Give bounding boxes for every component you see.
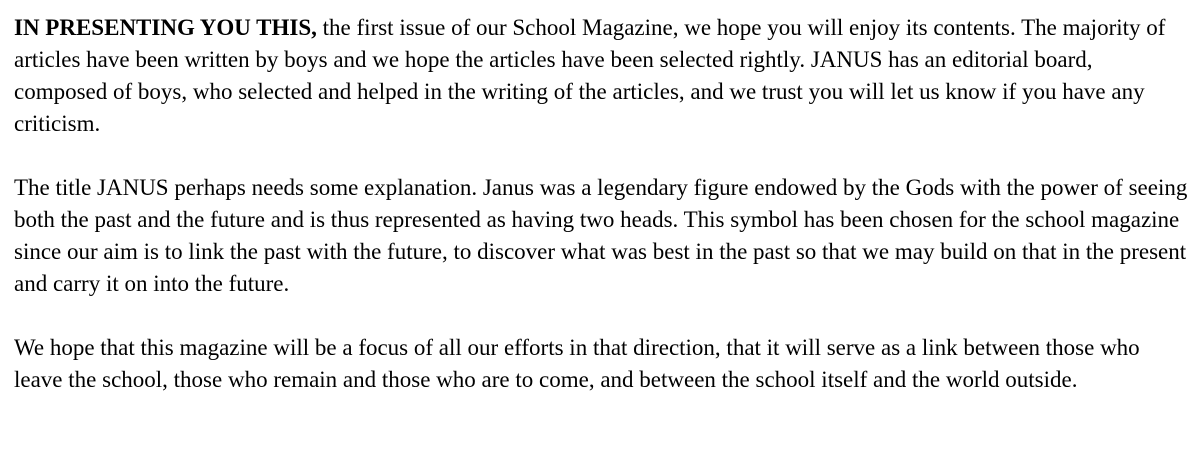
editorial-paragraph-2 (14, 172, 1188, 300)
lead-in-text: IN PRESENTING YOU THIS, (14, 15, 317, 40)
paragraph-2-text: The title JANUS perhaps needs some explanation. Janus was a legendary figure endowed by the Gods with the power of seeing both the past and the future and is thus represented as having two heads. This symbol has been chosen for the school magazine since our aim is to link the past with the future, to discover what was best in the past so that we may build on that in the present and carry it on into the future. (14, 175, 1188, 296)
editorial-paragraph-1 (14, 12, 1188, 140)
editorial-paragraph-3 (14, 332, 1188, 396)
paragraph-1-text: the first issue of our School Magazine, we hope you will enjoy its contents. The majority of articles have been written by boys and we hope the articles have been selected rightly. JANUS has an editorial board, composed of boys, who selected and helped in the writing of the articles, and we trust you will let us know if you have any criticism. (14, 15, 1166, 136)
paragraph-3-text: We hope that this magazine will be a focus of all our efforts in that direction, that it will serve as a link between those who leave the school, those who remain and those who are to come, and between the school itself and the world outside. (14, 335, 1140, 392)
